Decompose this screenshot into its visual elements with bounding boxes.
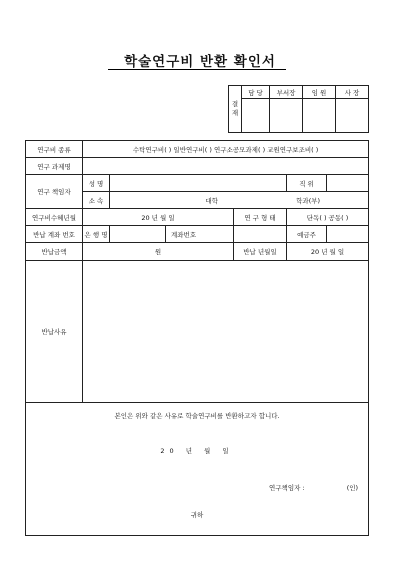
pi-label: 연구 책임자 bbox=[26, 175, 83, 209]
department-label: 학과(부) bbox=[296, 196, 321, 205]
return-form-table bbox=[25, 140, 369, 536]
research-form-field[interactable]: 단독( ) 공동( ) bbox=[287, 209, 369, 226]
approval-col-manager: 담 당 bbox=[242, 86, 270, 99]
title-underline bbox=[108, 69, 286, 70]
project-title-field[interactable] bbox=[83, 158, 369, 175]
depositor-label: 예금주 bbox=[287, 226, 327, 243]
project-title-label: 연구 과제명 bbox=[26, 158, 83, 175]
bank-label: 은 행 명 bbox=[83, 226, 110, 243]
approval-col-dept-head: 부서장 bbox=[270, 86, 303, 99]
bank-field[interactable] bbox=[110, 226, 166, 243]
position-field[interactable] bbox=[327, 175, 369, 192]
position-label: 직 위 bbox=[287, 175, 327, 192]
approval-box bbox=[228, 85, 369, 133]
affiliation-field[interactable] bbox=[110, 192, 369, 209]
account-no-field[interactable] bbox=[234, 226, 287, 243]
return-date-field[interactable]: 20 년 월 일 bbox=[287, 243, 369, 261]
account-no-label: 계좌번호 bbox=[166, 226, 234, 243]
approval-col-executive: 임 원 bbox=[303, 86, 336, 99]
research-type-options[interactable]: 수탁연구비( ) 일반연구비( ) 연구소공모과제( ) 교원연구보조비( ) bbox=[83, 141, 369, 158]
approval-col-president: 사 장 bbox=[336, 86, 369, 99]
declaration-section bbox=[26, 403, 369, 536]
amount-field[interactable]: 원 bbox=[83, 243, 234, 261]
amount-label: 반납금액 bbox=[26, 243, 83, 261]
name-label: 성 명 bbox=[83, 175, 110, 192]
reason-label: 반납사유 bbox=[26, 261, 83, 403]
declaration-date[interactable]: 20 년 월 일 bbox=[160, 447, 234, 455]
received-year-field[interactable]: 20 년 월 일 bbox=[83, 209, 234, 226]
account-label: 반납 계좌 번호 bbox=[26, 226, 83, 243]
form-title: 학술연구비 반환 확인서 bbox=[124, 54, 276, 70]
research-type-label: 연구비 종류 bbox=[26, 141, 83, 158]
affiliation-label: 소 속 bbox=[83, 192, 110, 209]
approval-sign-manager[interactable] bbox=[242, 99, 270, 133]
declaration-text: 본인은 위와 같은 사유로 학술연구비를 반환하고자 합니다. bbox=[114, 412, 280, 420]
signer-label: 연구책임자 : bbox=[268, 484, 305, 492]
seal-mark[interactable]: (인) bbox=[346, 484, 359, 492]
approval-sign-executive[interactable] bbox=[303, 99, 336, 133]
return-date-label: 반납 년월일 bbox=[234, 243, 287, 261]
approval-label: 결 재 bbox=[229, 86, 242, 133]
research-form-label: 연 구 형 태 bbox=[234, 209, 287, 226]
reason-field[interactable] bbox=[83, 261, 369, 403]
approval-sign-president[interactable] bbox=[336, 99, 369, 133]
addressee: 귀하 bbox=[190, 511, 204, 519]
depositor-field[interactable] bbox=[327, 226, 369, 243]
university-label: 대학 bbox=[205, 196, 218, 205]
received-year-label: 연구비수혜년월 bbox=[26, 209, 83, 226]
name-field[interactable] bbox=[110, 175, 287, 192]
approval-sign-dept-head[interactable] bbox=[270, 99, 303, 133]
signer-line bbox=[26, 483, 368, 492]
